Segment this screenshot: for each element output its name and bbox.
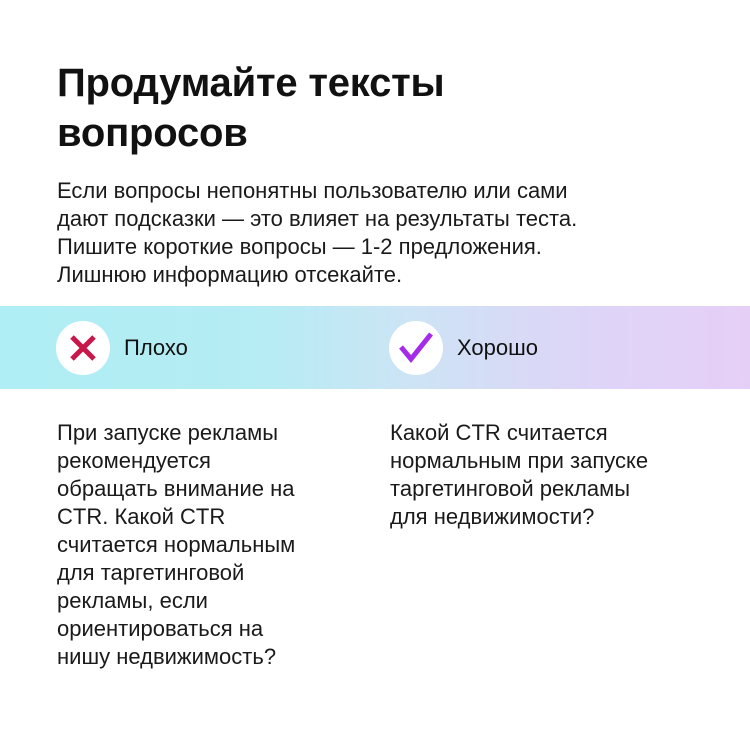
good-verdict <box>389 321 538 375</box>
bad-verdict <box>56 321 188 375</box>
bad-example-line: нишу недвижимость? <box>57 644 277 669</box>
good-example-text <box>390 419 700 531</box>
page-title <box>57 58 697 158</box>
good-example-line: для недвижимости? <box>390 504 595 529</box>
title-line: вопросов <box>57 111 248 155</box>
good-label: Хорошо <box>457 335 539 360</box>
intro-line: Если вопросы непонятны пользователю или сами <box>57 178 568 203</box>
intro-text <box>57 177 697 289</box>
checkmark-icon <box>389 321 443 375</box>
good-example-line: нормальным при запуске <box>390 448 649 473</box>
bad-example-line: обращать внимание на <box>57 476 295 501</box>
bad-example-line: CTR. Какой CTR <box>57 504 226 529</box>
comparison-header-band <box>0 306 750 389</box>
intro-line: Пишите короткие вопросы — 1-2 предложения. <box>57 234 542 259</box>
bad-example-line: ориентироваться на <box>57 616 264 641</box>
good-example-line: Какой CTR считается <box>390 420 608 445</box>
bad-example-line: рекомендуется <box>57 448 211 473</box>
intro-line: Лишнюю информацию отсекайте. <box>57 262 403 287</box>
bad-example-text <box>57 419 347 671</box>
bad-example-line: для таргетинговой <box>57 560 245 585</box>
good-example-line: таргетинговой рекламы <box>390 476 631 501</box>
bad-example-line: считается нормальным <box>57 532 296 557</box>
intro-line: дают подсказки — это влияет на результаты теста. <box>57 206 578 231</box>
cross-icon <box>56 321 110 375</box>
bad-example-line: рекламы, если <box>57 588 208 613</box>
title-line: Продумайте тексты <box>57 61 445 105</box>
bad-label: Плохо <box>124 335 188 360</box>
bad-example-line: При запуске рекламы <box>57 420 279 445</box>
